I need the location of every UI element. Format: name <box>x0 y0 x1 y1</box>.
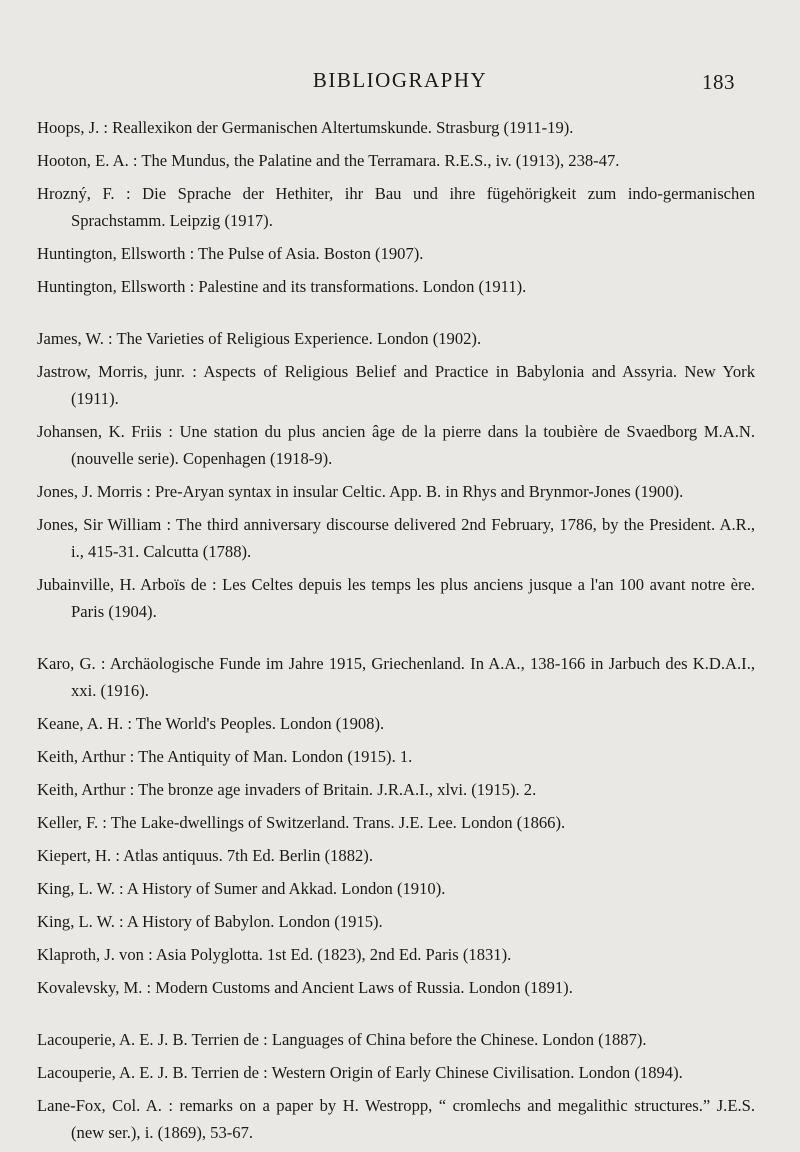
bibliography-entry: Kiepert, H. : Atlas antiquus. 7th Ed. Berlin (1882). <box>37 846 373 865</box>
bibliography-entry: James, W. : The Varieties of Religious Experience. London (1902). <box>37 329 482 348</box>
bibliography-entry: Karo, G. : Archäologische Funde im Jahre 1915, Griechenland. In A.A., 138-166 in Jarbuch des K.D.A.I., xxi. (1916). <box>37 654 755 700</box>
bibliography-entry: Keller, F. : The Lake-dwellings of Switzerland. Trans. J.E. Lee. London (1866). <box>37 813 566 832</box>
bibliography-entry: Keith, Arthur : The bronze age invaders of Britain. J.R.A.I., xlvi. (1915). 2. <box>37 780 537 799</box>
bibliography-entry: Keane, A. H. : The World's Peoples. London (1908). <box>37 714 385 733</box>
bibliography-entry: Jones, Sir William : The third anniversary discourse delivered 2nd February, 1786, by the President. A.R., i., 415-31. Calcutta (1788). <box>37 515 755 561</box>
bibliography-entry: Lacouperie, A. E. J. B. Terrien de : Languages of China before the Chinese. London (1887). <box>37 1030 647 1049</box>
bibliography-entry: Keith, Arthur : The Antiquity of Man. London (1915). 1. <box>37 747 413 766</box>
bibliography-entry: Johansen, K. Friis : Une station du plus ancien âge de la pierre dans la toubière de Svaedborg M.A.N. (nouvelle serie). Copenhagen (1918-9). <box>37 422 755 468</box>
bibliography-entry: Lane-Fox, Col. A. : remarks on a paper by H. Westropp, “ cromlechs and megalithic structures.” J.E.S. (new ser.), i. (1869), 53-67. <box>37 1096 755 1142</box>
bibliography-entry: Jastrow, Morris, junr. : Aspects of Religious Belief and Practice in Babylonia and Assyria. New York (1911). <box>37 362 755 408</box>
bibliography-entry: Lacouperie, A. E. J. B. Terrien de : Western Origin of Early Chinese Civilisation. London (1894). <box>37 1063 683 1082</box>
bibliography-entry: King, L. W. : A History of Babylon. London (1915). <box>37 912 383 931</box>
bibliography-entry: Jones, J. Morris : Pre-Aryan syntax in insular Celtic. App. B. in Rhys and Brynmor-Jones (1900). <box>37 482 684 501</box>
bibliography-entry: Hooton, E. A. : The Mundus, the Palatine and the Terramara. R.E.S., iv. (1913), 238-47. <box>37 151 620 170</box>
page-number: 183 <box>702 70 735 94</box>
bibliography-entry: Klaproth, J. von : Asia Polyglotta. 1st Ed. (1823), 2nd Ed. Paris (1831). <box>37 945 512 964</box>
bibliography-entry: Huntington, Ellsworth : Palestine and its transformations. London (1911). <box>37 277 527 296</box>
bibliography-entry: King, L. W. : A History of Sumer and Akkad. London (1910). <box>37 879 446 898</box>
bibliography-entry: Jubainville, H. Arboïs de : Les Celtes depuis les temps les plus anciens jusque a l'an 100 avant notre ère. Paris (1904). <box>37 575 755 621</box>
running-head <box>0 68 800 98</box>
bibliography-entry: Hoops, J. : Reallexikon der Germanischen Altertumskunde. Strasburg (1911-19). <box>37 118 574 137</box>
bibliography-entry: Hrozný, F. : Die Sprache der Hethiter, ihr Bau und ihre fügehörigkeit zum indo-germanischen Sprachstamm. Leipzig (1917). <box>37 184 755 230</box>
bibliography-entry: Kovalevsky, M. : Modern Customs and Ancient Laws of Russia. London (1891). <box>37 978 573 997</box>
bibliography-list <box>37 114 755 1152</box>
bibliography-entry: Huntington, Ellsworth : The Pulse of Asia. Boston (1907). <box>37 244 424 263</box>
page-title: BIBLIOGRAPHY <box>312 68 488 92</box>
